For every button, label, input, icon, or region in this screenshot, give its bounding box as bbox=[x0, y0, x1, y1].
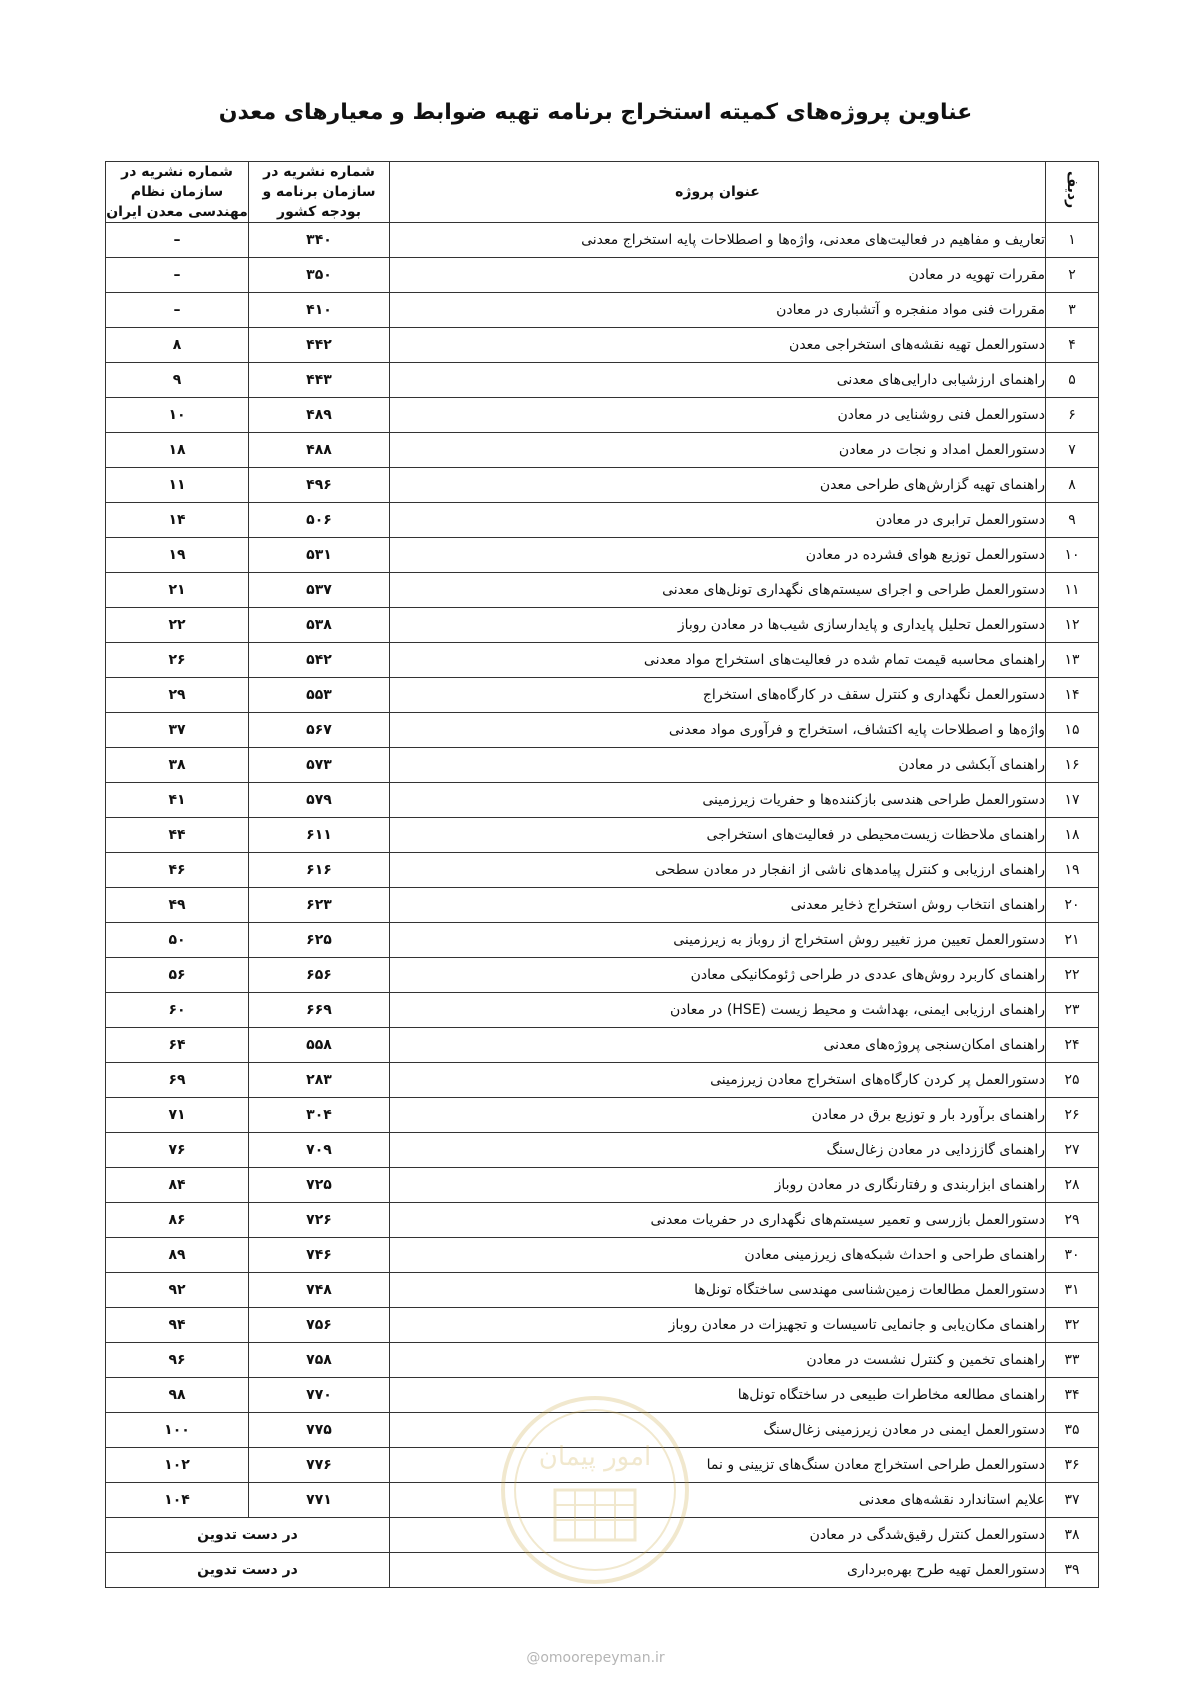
row-budget-number: ۶۱۶ bbox=[249, 853, 390, 888]
row-budget-number: ۴۸۹ bbox=[249, 398, 390, 433]
table-row bbox=[106, 1063, 1099, 1098]
row-ime-number: ۹۴ bbox=[106, 1308, 249, 1343]
row-budget-number: ۵۵۳ bbox=[249, 678, 390, 713]
row-number: ۳۰ bbox=[1046, 1238, 1099, 1273]
row-budget-number: ۶۱۱ bbox=[249, 818, 390, 853]
page-title: عناوین پروژه‌های کمیته استخراج برنامه تهیه ضوابط و معیارهای معدن bbox=[218, 100, 973, 125]
row-ime-number: ۷۱ bbox=[106, 1098, 249, 1133]
table-row bbox=[106, 1203, 1099, 1238]
row-budget-number: ۴۴۲ bbox=[249, 328, 390, 363]
row-ime-number: ۲۹ bbox=[106, 678, 249, 713]
row-number: ۱ bbox=[1046, 223, 1099, 258]
header-project-title: عنوان پروژه bbox=[390, 162, 1046, 223]
row-project-title: راهنمای گاززدایی در معادن زغال‌سنگ bbox=[390, 1133, 1046, 1168]
projects-table bbox=[105, 161, 1099, 1588]
row-project-title: دستورالعمل مطالعات زمین‌شناسی مهندسی ساختگاه تونل‌ها bbox=[390, 1273, 1046, 1308]
row-project-title: تعاریف و مفاهیم در فعالیت‌های معدنی، واژه‌ها و اصطلاحات پایه استخراج معدنی bbox=[390, 223, 1046, 258]
table-row bbox=[106, 258, 1099, 293]
table-row bbox=[106, 223, 1099, 258]
row-number: ۳۸ bbox=[1046, 1518, 1099, 1553]
row-project-title: راهنمای ارزیابی ایمنی، بهداشت و محیط زیست (HSE) در معادن bbox=[390, 993, 1046, 1028]
row-ime-number: ۱۹ bbox=[106, 538, 249, 573]
row-project-title: راهنمای تخمین و کنترل نشست در معادن bbox=[390, 1343, 1046, 1378]
row-number: ۱۹ bbox=[1046, 853, 1099, 888]
footer-site: @omoorepeyman.ir bbox=[526, 1650, 665, 1666]
row-ime-number: – bbox=[106, 223, 249, 258]
row-project-title: راهنمای مکان‌یابی و جانمایی تاسیسات و تجهیزات در معادن روباز bbox=[390, 1308, 1046, 1343]
row-budget-number: ۷۴۸ bbox=[249, 1273, 390, 1308]
row-budget-number: ۵۶۷ bbox=[249, 713, 390, 748]
row-number: ۱۱ bbox=[1046, 573, 1099, 608]
table-row bbox=[106, 1028, 1099, 1063]
row-ime-number: ۸ bbox=[106, 328, 249, 363]
watermark-logo bbox=[495, 1390, 695, 1590]
row-project-title: دستورالعمل طراحی و اجرای سیستم‌های نگهداری تونل‌های معدنی bbox=[390, 573, 1046, 608]
row-budget-number: ۵۷۳ bbox=[249, 748, 390, 783]
table-row bbox=[106, 1343, 1099, 1378]
table-row bbox=[106, 818, 1099, 853]
table-row bbox=[106, 888, 1099, 923]
row-ime-number: ۱۸ bbox=[106, 433, 249, 468]
row-number: ۳۷ bbox=[1046, 1483, 1099, 1518]
row-budget-number: ۷۷۰ bbox=[249, 1378, 390, 1413]
row-number: ۲۰ bbox=[1046, 888, 1099, 923]
row-project-title: راهنمای کاربرد روش‌های عددی در طراحی ژئومکانیکی معادن bbox=[390, 958, 1046, 993]
row-project-title: راهنمای آبکشی در معادن bbox=[390, 748, 1046, 783]
row-ime-number: ۹۲ bbox=[106, 1273, 249, 1308]
row-budget-number: ۵۳۱ bbox=[249, 538, 390, 573]
row-number: ۷ bbox=[1046, 433, 1099, 468]
row-number: ۳۱ bbox=[1046, 1273, 1099, 1308]
row-project-title: راهنمای امکان‌سنجی پروژه‌های معدنی bbox=[390, 1028, 1046, 1063]
row-project-title: دستورالعمل ترابری در معادن bbox=[390, 503, 1046, 538]
row-number: ۳۶ bbox=[1046, 1448, 1099, 1483]
row-budget-number: ۷۰۹ bbox=[249, 1133, 390, 1168]
row-ime-number: ۵۰ bbox=[106, 923, 249, 958]
row-project-title: راهنمای ملاحظات زیست‌محیطی در فعالیت‌های استخراجی bbox=[390, 818, 1046, 853]
row-project-title: دستورالعمل تهیه طرح بهره‌برداری bbox=[390, 1553, 1046, 1588]
row-budget-number: ۶۲۵ bbox=[249, 923, 390, 958]
row-project-title: دستورالعمل طراحی استخراج معادن سنگ‌های تزیینی و نما bbox=[390, 1448, 1046, 1483]
table-row bbox=[106, 958, 1099, 993]
row-project-title: دستورالعمل توزیع هوای فشرده در معادن bbox=[390, 538, 1046, 573]
row-ime-number: ۱۱ bbox=[106, 468, 249, 503]
row-budget-number: ۴۸۸ bbox=[249, 433, 390, 468]
row-number: ۵ bbox=[1046, 363, 1099, 398]
row-number: ۲۹ bbox=[1046, 1203, 1099, 1238]
row-ime-number: ۱۴ bbox=[106, 503, 249, 538]
row-ime-number: ۶۴ bbox=[106, 1028, 249, 1063]
table-row bbox=[106, 573, 1099, 608]
row-budget-number: ۳۵۰ bbox=[249, 258, 390, 293]
table-row bbox=[106, 433, 1099, 468]
table-row bbox=[106, 608, 1099, 643]
row-project-title: دستورالعمل تهیه نقشه‌های استخراجی معدن bbox=[390, 328, 1046, 363]
row-ime-number: ۲۲ bbox=[106, 608, 249, 643]
row-budget-number: ۶۵۶ bbox=[249, 958, 390, 993]
row-ime-number: ۷۶ bbox=[106, 1133, 249, 1168]
row-project-title: راهنمای ارزشیابی دارایی‌های معدنی bbox=[390, 363, 1046, 398]
table-row bbox=[106, 363, 1099, 398]
row-budget-number: ۲۸۳ bbox=[249, 1063, 390, 1098]
row-number: ۸ bbox=[1046, 468, 1099, 503]
row-project-title: دستورالعمل تعیین مرز تغییر روش استخراج از روباز به زیرزمینی bbox=[390, 923, 1046, 958]
table-row bbox=[106, 1133, 1099, 1168]
row-budget-number: ۴۴۳ bbox=[249, 363, 390, 398]
row-project-title: راهنمای ارزیابی و کنترل پیامدهای ناشی از انفجار در معادن سطحی bbox=[390, 853, 1046, 888]
row-ime-number: ۹۶ bbox=[106, 1343, 249, 1378]
svg-text:امور پیمان: امور پیمان bbox=[538, 1442, 652, 1472]
table-row bbox=[106, 748, 1099, 783]
row-number: ۲۸ bbox=[1046, 1168, 1099, 1203]
row-project-title: راهنمای ابزاربندی و رفتارنگاری در معادن روباز bbox=[390, 1168, 1046, 1203]
row-number: ۲۱ bbox=[1046, 923, 1099, 958]
row-ime-number: ۸۶ bbox=[106, 1203, 249, 1238]
row-number: ۲۷ bbox=[1046, 1133, 1099, 1168]
row-number: ۳۲ bbox=[1046, 1308, 1099, 1343]
row-ime-number: ۲۱ bbox=[106, 573, 249, 608]
row-ime-number: ۱۰۴ bbox=[106, 1483, 249, 1518]
row-ime-number: ۱۰ bbox=[106, 398, 249, 433]
row-status: در دست تدوین bbox=[106, 1518, 390, 1553]
table-row bbox=[106, 713, 1099, 748]
row-project-title: دستورالعمل کنترل رقیق‌شدگی در معادن bbox=[390, 1518, 1046, 1553]
row-budget-number: ۷۴۶ bbox=[249, 1238, 390, 1273]
row-project-title: دستورالعمل فنی روشنایی در معادن bbox=[390, 398, 1046, 433]
row-budget-number: ۷۷۱ bbox=[249, 1483, 390, 1518]
row-number: ۳۵ bbox=[1046, 1413, 1099, 1448]
table-row bbox=[106, 1238, 1099, 1273]
row-project-title: دستورالعمل امداد و نجات در معادن bbox=[390, 433, 1046, 468]
table-row bbox=[106, 993, 1099, 1028]
row-project-title: واژه‌ها و اصطلاحات پایه اکتشاف، استخراج و فرآوری مواد معدنی bbox=[390, 713, 1046, 748]
header-ime-number: شماره نشریه در سازمان نظام مهندسی معدن ایران bbox=[106, 162, 249, 223]
row-project-title: راهنمای طراحی و احداث شبکه‌های زیرزمینی معادن bbox=[390, 1238, 1046, 1273]
table-row bbox=[106, 783, 1099, 818]
row-number: ۲۶ bbox=[1046, 1098, 1099, 1133]
row-ime-number: ۹ bbox=[106, 363, 249, 398]
row-project-title: دستورالعمل نگهداری و کنترل سقف در کارگاه‌های استخراج bbox=[390, 678, 1046, 713]
row-budget-number: ۵۳۸ bbox=[249, 608, 390, 643]
row-number: ۲ bbox=[1046, 258, 1099, 293]
row-number: ۲۳ bbox=[1046, 993, 1099, 1028]
row-budget-number: ۷۲۶ bbox=[249, 1203, 390, 1238]
row-project-title: راهنمای مطالعه مخاطرات طبیعی در ساختگاه تونل‌ها bbox=[390, 1378, 1046, 1413]
row-project-title: دستورالعمل پر کردن کارگاه‌های استخراج معادن زیرزمینی bbox=[390, 1063, 1046, 1098]
row-project-title: مقررات تهویه در معادن bbox=[390, 258, 1046, 293]
table-row bbox=[106, 468, 1099, 503]
row-project-title: دستورالعمل بازرسی و تعمیر سیستم‌های نگهداری در حفریات معدنی bbox=[390, 1203, 1046, 1238]
row-budget-number: ۷۷۶ bbox=[249, 1448, 390, 1483]
row-ime-number: ۶۰ bbox=[106, 993, 249, 1028]
row-number: ۶ bbox=[1046, 398, 1099, 433]
row-ime-number: ۴۴ bbox=[106, 818, 249, 853]
row-budget-number: ۵۷۹ bbox=[249, 783, 390, 818]
row-budget-number: ۷۷۵ bbox=[249, 1413, 390, 1448]
row-ime-number: ۶۹ bbox=[106, 1063, 249, 1098]
row-ime-number: ۹۸ bbox=[106, 1378, 249, 1413]
row-ime-number: ۵۶ bbox=[106, 958, 249, 993]
row-project-title: علایم استاندارد نقشه‌های معدنی bbox=[390, 1483, 1046, 1518]
table-row bbox=[106, 1308, 1099, 1343]
table-row bbox=[106, 328, 1099, 363]
row-number: ۳۴ bbox=[1046, 1378, 1099, 1413]
header-radif: ردیف bbox=[1046, 162, 1099, 223]
row-number: ۲۵ bbox=[1046, 1063, 1099, 1098]
row-ime-number: ۱۰۲ bbox=[106, 1448, 249, 1483]
row-project-title: مقررات فنی مواد منفجره و آتشباری در معادن bbox=[390, 293, 1046, 328]
row-number: ۱۵ bbox=[1046, 713, 1099, 748]
row-number: ۱۶ bbox=[1046, 748, 1099, 783]
table-row bbox=[106, 1273, 1099, 1308]
table-row bbox=[106, 503, 1099, 538]
row-number: ۱۸ bbox=[1046, 818, 1099, 853]
row-project-title: راهنمای محاسبه قیمت تمام شده در فعالیت‌های استخراج مواد معدنی bbox=[390, 643, 1046, 678]
row-number: ۳۳ bbox=[1046, 1343, 1099, 1378]
table-row bbox=[106, 923, 1099, 958]
row-project-title: راهنمای تهیه گزارش‌های طراحی معدن bbox=[390, 468, 1046, 503]
table-row bbox=[106, 643, 1099, 678]
table-row bbox=[106, 1098, 1099, 1133]
row-ime-number: ۴۶ bbox=[106, 853, 249, 888]
row-status: در دست تدوین bbox=[106, 1553, 390, 1588]
row-ime-number: – bbox=[106, 293, 249, 328]
row-number: ۳ bbox=[1046, 293, 1099, 328]
row-number: ۳۹ bbox=[1046, 1553, 1099, 1588]
row-ime-number: ۱۰۰ bbox=[106, 1413, 249, 1448]
header-budget-number: شماره نشریه در سازمان برنامه و بودجه کشور bbox=[249, 162, 390, 223]
row-budget-number: ۴۹۶ bbox=[249, 468, 390, 503]
row-ime-number: ۸۹ bbox=[106, 1238, 249, 1273]
row-ime-number: ۲۶ bbox=[106, 643, 249, 678]
table-row bbox=[106, 538, 1099, 573]
row-project-title: راهنمای انتخاب روش استخراج ذخایر معدنی bbox=[390, 888, 1046, 923]
row-ime-number: ۴۱ bbox=[106, 783, 249, 818]
table-row bbox=[106, 398, 1099, 433]
row-budget-number: ۵۰۶ bbox=[249, 503, 390, 538]
row-ime-number: ۸۴ bbox=[106, 1168, 249, 1203]
row-ime-number: ۳۸ bbox=[106, 748, 249, 783]
row-budget-number: ۷۵۸ bbox=[249, 1343, 390, 1378]
row-project-title: دستورالعمل تحلیل پایداری و پایدارسازی شیب‌ها در معادن روباز bbox=[390, 608, 1046, 643]
table-header-row bbox=[106, 162, 1099, 223]
row-budget-number: ۴۱۰ bbox=[249, 293, 390, 328]
row-number: ۴ bbox=[1046, 328, 1099, 363]
row-budget-number: ۶۶۹ bbox=[249, 993, 390, 1028]
row-project-title: راهنمای برآورد بار و توزیع برق در معادن bbox=[390, 1098, 1046, 1133]
row-project-title: دستورالعمل ایمنی در معادن زیرزمینی زغال‌سنگ bbox=[390, 1413, 1046, 1448]
row-project-title: دستورالعمل طراحی هندسی بازکننده‌ها و حفریات زیرزمینی bbox=[390, 783, 1046, 818]
row-number: ۲۲ bbox=[1046, 958, 1099, 993]
row-number: ۱۲ bbox=[1046, 608, 1099, 643]
row-number: ۱۷ bbox=[1046, 783, 1099, 818]
row-budget-number: ۳۴۰ bbox=[249, 223, 390, 258]
row-budget-number: ۵۳۷ bbox=[249, 573, 390, 608]
row-budget-number: ۵۴۲ bbox=[249, 643, 390, 678]
table-row bbox=[106, 1168, 1099, 1203]
row-budget-number: ۷۵۶ bbox=[249, 1308, 390, 1343]
row-budget-number: ۶۲۳ bbox=[249, 888, 390, 923]
row-number: ۲۴ bbox=[1046, 1028, 1099, 1063]
row-number: ۹ bbox=[1046, 503, 1099, 538]
row-budget-number: ۵۵۸ bbox=[249, 1028, 390, 1063]
table-row bbox=[106, 293, 1099, 328]
row-ime-number: ۳۷ bbox=[106, 713, 249, 748]
table-row bbox=[106, 678, 1099, 713]
row-number: ۱۴ bbox=[1046, 678, 1099, 713]
row-ime-number: ۴۹ bbox=[106, 888, 249, 923]
row-budget-number: ۳۰۴ bbox=[249, 1098, 390, 1133]
row-budget-number: ۷۲۵ bbox=[249, 1168, 390, 1203]
row-number: ۱۰ bbox=[1046, 538, 1099, 573]
row-number: ۱۳ bbox=[1046, 643, 1099, 678]
row-ime-number: – bbox=[106, 258, 249, 293]
table-row bbox=[106, 853, 1099, 888]
